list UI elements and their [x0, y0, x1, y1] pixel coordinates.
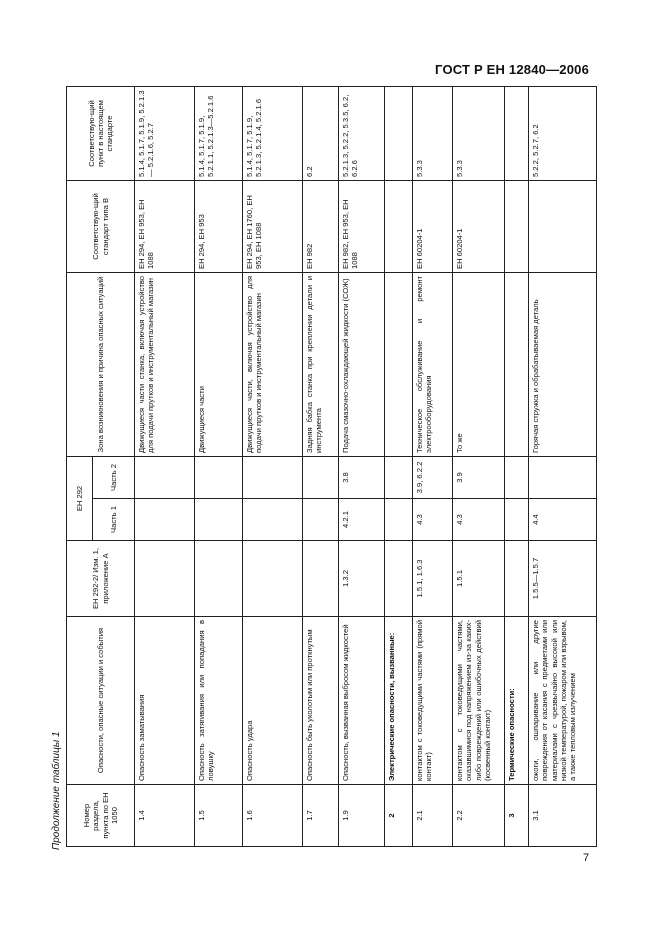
part2-cell	[303, 457, 339, 499]
part2-cell	[195, 457, 243, 499]
hazard-cell: Опасность, вызванная выбросом жидкостей	[339, 617, 385, 785]
part1-cell	[505, 499, 529, 541]
clause-cell: 5.3.3	[413, 87, 453, 181]
clause-cell: 5.1.4, 5.1.7, 5.1.9, 5.2.1.3 — 5.2.1.6, 5.2.7	[135, 87, 195, 181]
clause-cell: 6.2	[303, 87, 339, 181]
type-b-cell: ЕН 982	[303, 181, 339, 273]
clause-cell: 5.2.1.3, 5.2.2, 5.3.5, 6.2, 6.2.6	[339, 87, 385, 181]
clause-cell	[505, 87, 529, 181]
hazard-cell: Опасность быть уколотым или проткнутым	[303, 617, 339, 785]
en292-2-cell: 1.5.1, 1.6.3	[413, 541, 453, 617]
type-b-cell	[505, 181, 529, 273]
zone-cell: Движущиеся части	[195, 273, 243, 457]
standard-code: ГОСТ Р ЕН 12840—2006	[435, 62, 589, 77]
part2-cell	[505, 457, 529, 499]
table-row	[243, 87, 303, 847]
table-row	[385, 87, 413, 847]
part1-cell	[135, 499, 195, 541]
section-cell: 2	[385, 785, 413, 847]
table-row	[413, 87, 453, 847]
en292-2-cell	[195, 541, 243, 617]
type-b-cell: ЕН 294, ЕН 953, ЕН 1088	[135, 181, 195, 273]
en292-2-cell	[303, 541, 339, 617]
table-row	[453, 87, 505, 847]
part2-cell: 3.9, 6.2.2	[413, 457, 453, 499]
col-en292-header: ЕН 292	[67, 457, 93, 541]
clause-cell: 5.3.3	[453, 87, 505, 181]
hazard-cell: контактом с токоведущими частями (прямой контакт)	[413, 617, 453, 785]
hazard-cell: Электрические опасности, вызванные:	[385, 617, 413, 785]
col-section-header: Номер раздела, пункта по ЕН 1050	[67, 785, 135, 847]
zone-cell: Техническое обслуживание и ремонт электрооборудования	[413, 273, 453, 457]
hazard-cell: ожоги, ошпаривание или другие повреждения от касания с предметами или материалами с чрезвычайно высокой или низкой температурой, пожаром или взрывом, а также тепловым излучением	[529, 617, 597, 785]
zone-cell: Горячая стружка и обрабатываемая деталь	[529, 273, 597, 457]
col-part2-header: Часть 2	[93, 457, 135, 499]
en292-2-cell: 1.5.5—1.5.7	[529, 541, 597, 617]
part2-cell: 3.8	[339, 457, 385, 499]
zone-cell: Задняя бабка станка при креплении детали и инструмента	[303, 273, 339, 457]
clause-cell: 5.2.2, 5.2.7, 6.2	[529, 87, 597, 181]
table-row	[303, 87, 339, 847]
rotated-table-container	[66, 87, 596, 847]
part1-cell: 4.3	[453, 499, 505, 541]
part1-cell	[195, 499, 243, 541]
table-row	[195, 87, 243, 847]
clause-cell: 5.1.4, 5.1.7, 5.1.9, 5.2.1.3, 5.2.1.4, 5.2.1.6	[243, 87, 303, 181]
col-zone-header: Зона возникновения и причина опасных ситуаций	[67, 273, 135, 457]
col-type-b-header: Соответствую-щий стандарт типа В	[67, 181, 135, 273]
section-cell: 1.5	[195, 785, 243, 847]
section-cell: 1.4	[135, 785, 195, 847]
section-cell: 3	[505, 785, 529, 847]
part2-cell	[385, 457, 413, 499]
type-b-cell	[529, 181, 597, 273]
part1-cell	[385, 499, 413, 541]
col-part1-header: Часть 1	[93, 499, 135, 541]
col-hazard-header: Опасности, опасные ситуации и события	[67, 617, 135, 785]
en292-2-cell	[505, 541, 529, 617]
table-row	[339, 87, 385, 847]
hazard-cell: Опасность заматывания	[135, 617, 195, 785]
zone-cell: Движущиеся части станка, включая устройство для подачи прутков и инструментальный магазин	[135, 273, 195, 457]
table-header-row	[67, 87, 93, 847]
hazards-table	[66, 86, 597, 847]
type-b-cell: ЕН 982, ЕН 953, ЕН 1088	[339, 181, 385, 273]
col-clause-header: Соответствую-щий пункт в настоящем стандарте	[67, 87, 135, 181]
table-row	[505, 87, 529, 847]
clause-cell	[385, 87, 413, 181]
table-caption: Продолжение таблицы 1	[51, 731, 62, 850]
part1-cell: 4.2.1	[339, 499, 385, 541]
table-row	[135, 87, 195, 847]
part2-cell	[529, 457, 597, 499]
en292-2-cell	[243, 541, 303, 617]
en292-2-cell: 1.5.1	[453, 541, 505, 617]
section-cell: 3.1	[529, 785, 597, 847]
section-cell: 1.6	[243, 785, 303, 847]
type-b-cell: ЕН 60204-1	[413, 181, 453, 273]
section-cell: 2.1	[413, 785, 453, 847]
zone-cell	[505, 273, 529, 457]
zone-cell: То же	[453, 273, 505, 457]
section-cell: 1.7	[303, 785, 339, 847]
part2-cell	[135, 457, 195, 499]
part2-cell: 3.9	[453, 457, 505, 499]
hazard-cell: Опасность затягивания или попадания в ловушку	[195, 617, 243, 785]
part1-cell: 4.4	[529, 499, 597, 541]
part1-cell	[243, 499, 303, 541]
hazard-cell: контактом с токоведущими частями, оказавшимися под напряжением из-за каких-либо повреждений или ошибочных действий (косвенный контакт)	[453, 617, 505, 785]
part2-cell	[243, 457, 303, 499]
part1-cell: 4.3	[413, 499, 453, 541]
type-b-cell: ЕН 294, ЕН 1760, ЕН 953, ЕН 1088	[243, 181, 303, 273]
zone-cell: Подача смазочно-охлаждающей жидкости (СОЖ)	[339, 273, 385, 457]
zone-cell	[385, 273, 413, 457]
section-cell: 1.9	[339, 785, 385, 847]
page-number: 7	[583, 852, 590, 864]
section-cell: 2.2	[453, 785, 505, 847]
hazard-cell: Термические опасности:	[505, 617, 529, 785]
type-b-cell: ЕН 60204-1	[453, 181, 505, 273]
clause-cell: 5.1.4, 5.1.7, 5.1.9, 5.2.1.1, 5.2.1.3—5.2.1.6	[195, 87, 243, 181]
part1-cell	[303, 499, 339, 541]
hazard-cell: Опасность удара	[243, 617, 303, 785]
en292-2-cell: 1.3.2	[339, 541, 385, 617]
zone-cell: Движущиеся части, включая устройство для подачи прутков и инструментальный магазин	[243, 273, 303, 457]
table-row	[529, 87, 597, 847]
en292-2-cell	[135, 541, 195, 617]
type-b-cell	[385, 181, 413, 273]
type-b-cell: ЕН 294, ЕН 953	[195, 181, 243, 273]
col-en292-2-header: ЕН 292-2/ Изм. 1, приложение А	[67, 541, 135, 617]
en292-2-cell	[385, 541, 413, 617]
